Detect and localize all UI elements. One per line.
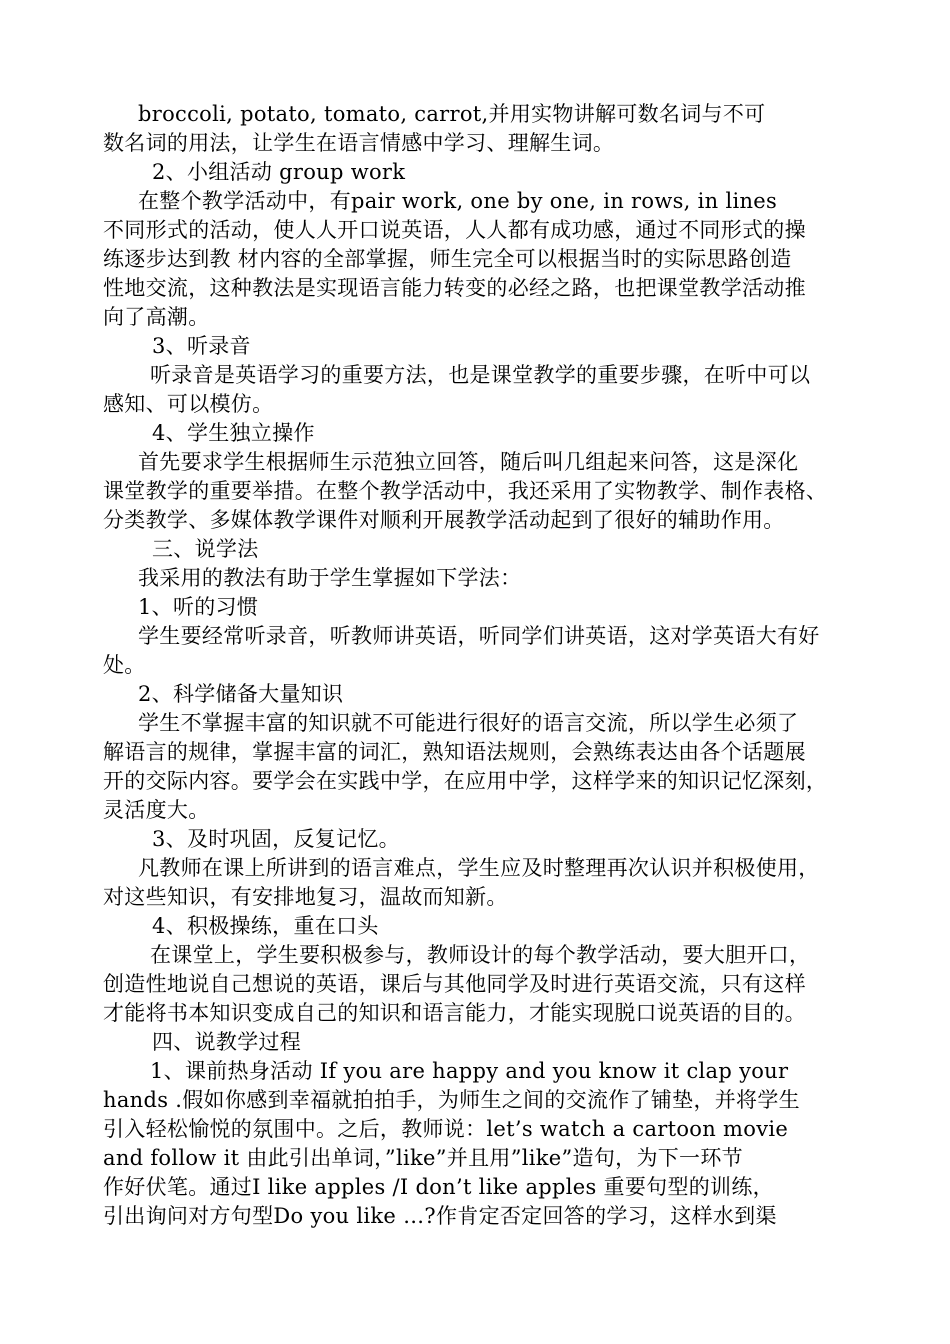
section-heading: 三、说学法 <box>152 537 259 561</box>
text-line: 不同形式的活动，使人人开口说英语，人人都有成功感，通过不同形式的操 <box>103 218 806 242</box>
section-heading: 4、学生独立操作 <box>152 421 315 445</box>
text-line: 引出询问对方句型Do you like …?作肯定否定回答的学习，这样水到渠 <box>103 1204 777 1228</box>
text-line: 练逐步达到教 材内容的全部掌握，师生完全可以根据当时的实际思路创造 <box>103 247 792 271</box>
section-heading: 3、听录音 <box>152 334 251 358</box>
text-line: 灵活度大。 <box>103 798 210 822</box>
section-heading: 四、说教学过程 <box>152 1030 302 1054</box>
section-heading: 4、积极操练，重在口头 <box>152 914 379 938</box>
text-line: 处。 <box>103 653 146 677</box>
text-line: 学生不掌握丰富的知识就不可能进行很好的语言交流，所以学生必须了 <box>138 711 799 735</box>
text-line: 在课堂上，学生要积极参与，教师设计的每个教学活动，要大胆开口， <box>150 943 811 967</box>
text-line: 1、课前热身活动 If you are happy and you know it clap your <box>150 1059 789 1083</box>
section-heading: 2、小组活动 group work <box>152 160 406 184</box>
text-line: 才能将书本知识变成自己的知识和语言能力，才能实现脱口说英语的目的。 <box>103 1001 806 1025</box>
text-line: 作好伏笔。通过I like apples /I don’t like apples 重要句型的训练， <box>103 1175 774 1199</box>
text-line: 学生要经常听录音，听教师讲英语，听同学们讲英语，这对学英语大有好 <box>138 624 820 648</box>
text-line: 解语言的规律，掌握丰富的词汇，熟知语法规则，会熟练表达由各个话题展 <box>103 740 806 764</box>
text-line: 感知、可以模仿。 <box>103 392 274 416</box>
text-line: 开的交际内容。要学会在实践中学，在应用中学，这样学来的知识记忆深刻， <box>103 769 828 793</box>
text-line: 性地交流，这种教法是实现语言能力转变的必经之路，也把课堂教学活动推 <box>103 276 806 300</box>
text-line: 数名词的用法，让学生在语言情感中学习、理解生词。 <box>103 131 615 155</box>
text-line: 首先要求学生根据师生示范独立回答，随后叫几组起来问答，这是深化 <box>138 450 799 474</box>
text-line: 对这些知识，有安排地复习，温故而知新。 <box>103 885 508 909</box>
section-heading: 2、科学储备大量知识 <box>138 682 344 706</box>
text-line: 分类教学、多媒体教学课件对顺利开展教学活动起到了很好的辅助作用。 <box>103 508 785 532</box>
section-heading: 3、及时巩固，反复记忆。 <box>152 827 400 851</box>
text-line: and follow it 由此引出单词，”like”并且用”like”造句，为下一环节 <box>103 1146 743 1170</box>
text-line: 课堂教学的重要举措。在整个教学活动中，我还采用了实物教学、制作表格、 <box>103 479 828 503</box>
text-line: 在整个教学活动中，有pair work, one by one, in rows, in lines <box>138 189 778 213</box>
text-line: broccoli, potato, tomato, carrot,并用实物讲解可数名词与不可 <box>138 102 766 126</box>
text-line: 我采用的教法有助于学生掌握如下学法： <box>138 566 522 590</box>
text-line: 凡教师在课上所讲到的语言难点，学生应及时整理再次认识并积极使用， <box>138 856 820 880</box>
text-line: 引入轻松愉悦的氛围中。之后，教师说：let’s watch a cartoon movie <box>103 1117 789 1141</box>
text-line: 向了高潮。 <box>103 305 210 329</box>
text-line: 创造性地说自己想说的英语，课后与其他同学及时进行英语交流，只有这样 <box>103 972 806 996</box>
section-heading: 1、听的习惯 <box>138 595 259 619</box>
text-line: 听录音是英语学习的重要方法，也是课堂教学的重要步骤，在听中可以 <box>150 363 811 387</box>
text-line: hands .假如你感到幸福就拍拍手，为师生之间的交流作了铺垫，并将学生 <box>103 1088 800 1112</box>
